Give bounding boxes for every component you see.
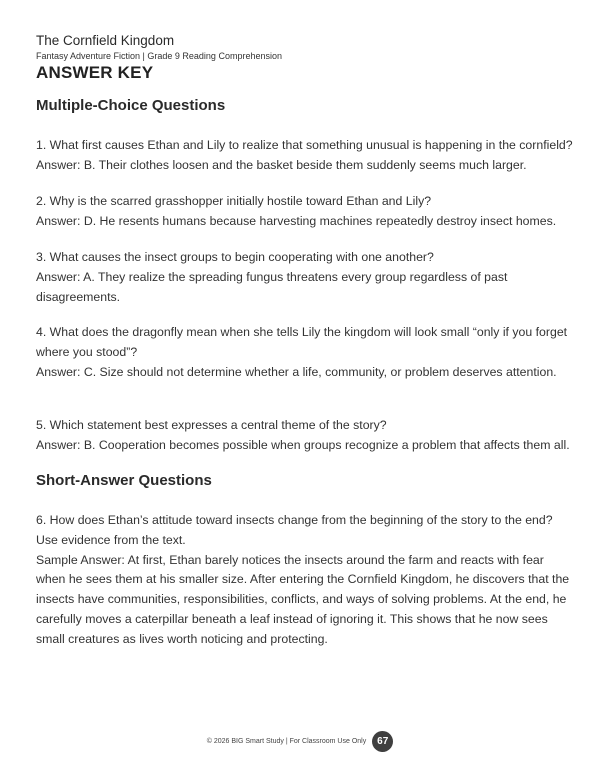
page-footer (0, 730, 600, 752)
question-text: 2. Why is the scarred grasshopper initially hostile toward Ethan and Lily? (36, 194, 432, 208)
footer-text: © 2026 BIG Smart Study | For Classroom Use Only (206, 737, 367, 745)
question-text: 4. What does the dragonfly mean when she tells Lily the kingdom will look small “only if you forget where you stood”? (36, 325, 568, 359)
question-block-5 (36, 416, 576, 456)
document-subtitle: Fantasy Adventure Fiction | Grade 9 Reading Comprehension (36, 51, 282, 61)
answer-key-heading: ANSWER KEY (36, 63, 154, 82)
answer-text: Answer: A. They realize the spreading fungus threatens every group regardless of past disagreements. (36, 269, 508, 304)
question-block-6 (36, 511, 576, 650)
document-title: The Cornfield Kingdom (36, 33, 175, 48)
question-text: 5. Which statement best expresses a central theme of the story? (36, 418, 387, 432)
question-block-4 (36, 323, 576, 382)
answer-text: Answer: B. Cooperation becomes possible when groups recognize a problem that affects them all. (36, 437, 570, 452)
multiple-choice-heading: Multiple-Choice Questions (36, 97, 226, 114)
question-text: 1. What first causes Ethan and Lily to realize that something unusual is happening in the cornfield? (36, 138, 573, 152)
question-block-1 (36, 136, 576, 176)
question-text: 3. What causes the insect groups to begin cooperating with one another? (36, 250, 434, 264)
question-block-3 (36, 248, 576, 307)
short-answer-heading: Short-Answer Questions (36, 472, 212, 489)
answer-text: Answer: D. He resents humans because harvesting machines repeatedly destroy insect homes. (36, 213, 557, 228)
page-number-badge: 67 (372, 731, 393, 752)
answer-text: Answer: B. Their clothes loosen and the basket beside them suddenly seems much larger. (36, 157, 527, 172)
question-block-2 (36, 192, 576, 232)
answer-text: Answer: C. Size should not determine whether a life, community, or problem deserves attention. (36, 364, 557, 379)
question-text: 6. How does Ethan’s attitude toward insects change from the beginning of the story to the end? Use evidence from the text. (36, 513, 553, 547)
sample-answer-text: Sample Answer: At first, Ethan barely notices the insects around the farm and reacts with fear when he sees them at his smaller size. After entering the Cornfield Kingdom, he discovers that the insects have communities, responsibilities, conflicts, and ways of solving problems. At the end, he carefully moves a caterpillar beneath a leaf instead of ignoring it. This shows that he now sees small creatures as lives worth noticing and protecting. (36, 552, 570, 646)
